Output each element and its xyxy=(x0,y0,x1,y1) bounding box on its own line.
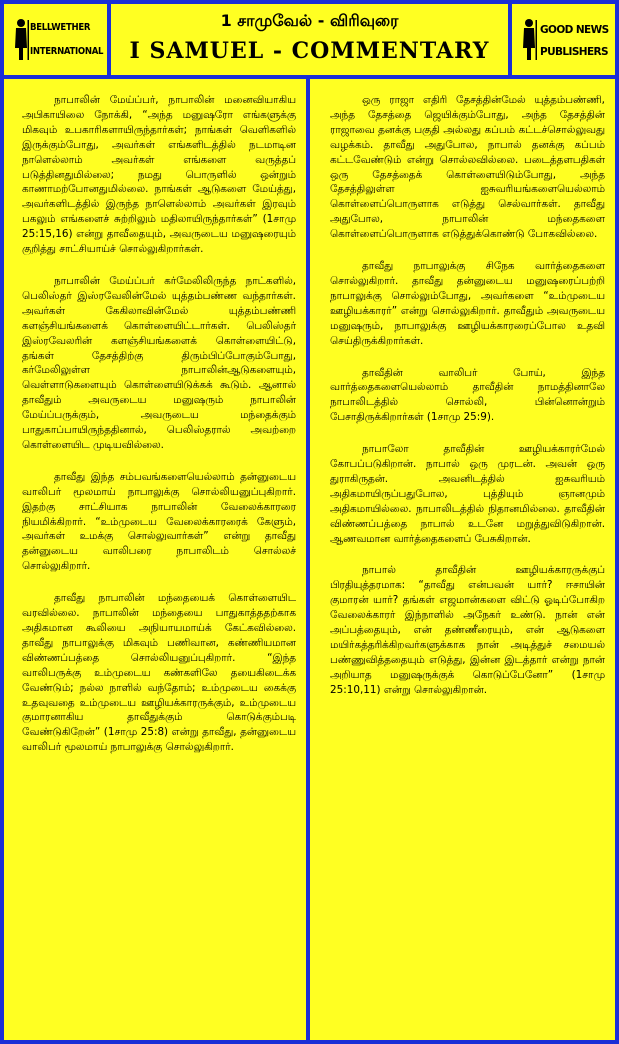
logo-left-line1: BELLWETHER xyxy=(30,22,91,33)
paragraph: தாவீதின் வாலிபர் போய், இந்த வார்த்தைகளையெல்லாம் தாவீதின் நாமத்தினாலே நாபாலிடத்தில் சொல்லி, பின்னொன்றும் பேசாதிருக்கிறார்கள் (1சாமு 25:9). xyxy=(330,366,605,424)
paragraph: தாவீது நாபாலுக்கு சிநேக வார்த்தைகளை சொல்லுகிறார். தாவீது தன்னுடைய மனுஷரைப்பற்றி நாபாலுக்கு சொல்லும்போது, அவர்களை “உம்முடைய ஊழியக்காரர்” என்று சொல்லுகிறார். தாவீதும் அவருடைய மனுஷரும், நாபாலுக்கு ஊழியக்காரரைப்போல உதவி செய்திருக்கிறார்கள். xyxy=(330,260,605,347)
page-title-english: I SAMUEL - COMMENTARY xyxy=(129,38,490,64)
paragraph: நாபாலின் மேய்ப்பர் கர்மேலிலிருந்த நாட்களில், பெலிஸ்தர் இஸ்ரவேலின்மேல் யுத்தம்பண்ண வந்தார்கள். அவர்கள் கேகிலாவின்மேல் யுத்தம்பண்ணி களஞ்சியங்களைக் கொள்ளையிட்டார்கள். பெலிஸ்தர் இஸ்ரவேலரின் களஞ்சியங்களைக் கொள்ளையிட்டு, தங்கள் தேசத்திற்கு திரும்பிப்போகும்போது, கர்மேலிலுள்ள நாபாலின்ஆடுகளையும், வெள்ளாடுகளையும் கொள்ளையிடுக்கக் கூடும். ஆனால் தாவீதும் அவருடைய மனுஷரும் நாபாலின் மேய்ப்பருக்கும், அவருடைய மந்தைக்கும் பாதுகாப்பாயிருந்ததினால், பெலிஸ்தரால் அவற்றை கொள்ளையிட முடியவில்லை. xyxy=(22,274,296,451)
paragraph: ஒரு ராஜா எதிரி தேசத்தின்மேல் யுத்தம்பண்ணி, அந்த தேசத்தை ஜெயிக்கும்போது, அந்த தேசத்தின் ராஜாவை தனக்கு பகுதி அல்லது கப்பம் கட்டச்சொல்லுவது வழக்கம். தாவீது அதுபோல, நாபால் தனக்கு கப்பம் கட்டவேண்டும் என்று சொல்லவில்லை. படைத்தளபதிகள் ஒரு தேசத்தைக் கொள்ளையிடும்போது, அந்த தேசத்திலுள்ள ஐசுவரியங்களையெல்லாம் கொள்ளைப்பொருளாக எடுத்து செல்வார்கள். தாவீது அதுபோல, நாபாலின் மந்தைகளை கொள்ளைப்பொருளாக எடுத்துக்கொண்டு போகவில்லை. xyxy=(330,94,605,241)
good-news-logo xyxy=(512,4,615,75)
right-text-column xyxy=(310,79,615,1040)
page-title-tamil: 1 சாமுவேல் - விரிவுரை xyxy=(220,11,399,30)
bellwether-logo xyxy=(4,4,107,75)
logo-right-line2: PUBLISHERS xyxy=(540,46,608,58)
shepherd-icon xyxy=(520,18,538,66)
paragraph: நாபால் தாவீதின் ஊழியக்காரருக்குப் பிரதியுத்தரமாக: “தாவீது என்பவன் யார்? ஈசாயின் குமாரன் யார்? தங்கள் எஜமான்களை விட்டு ஓடிப்போகிற வேலைக்காரர் இந்நாளில் அநேகர் உண்டு. நான் என் அப்பத்தையும், என் தண்ணீரையும், என் ஆடுகளை மயிர்கத்தரிக்கிறவர்களுக்காக நான் அடித்துச் சமையல் பண்ணுவித்ததையும் எடுத்து, இன்ன இடத்தார் என்று நான் அறியாத மனுஷருக்குக் கொடுப்பேனோ” (1சாமு 25:10,11) என்று சொல்லுகிறான். xyxy=(330,564,605,696)
left-text-column xyxy=(4,79,306,1040)
logo-right-line1: GOOD NEWS xyxy=(540,24,609,36)
paragraph: தாவீது இந்த சம்பவங்களையெல்லாம் தன்னுடைய வாலிபர் மூலமாய் நாபாலுக்கு சொல்லியனுப்புகிறார். இதற்கு சாட்சியாக நாபாலின் வேலைக்காரரை நியமிக்கிறார். “உம்முடைய வேலைக்காரரைக் கேளும், அவர்கள் உமக்கு சொல்லுவார்கள்” என்று தாவீது தன்னுடைய வாலிபரை நாபாலிடம் சொல்லச் சொல்லுகிறார். xyxy=(22,470,296,573)
header-title-box xyxy=(111,4,508,75)
logo-left-line2: INTERNATIONAL xyxy=(30,46,104,57)
shepherd-icon xyxy=(12,18,30,66)
paragraph: நாபாலோ தாவீதின் ஊழியக்காரர்மேல் கோபப்படுகிறான். நாபால் ஒரு முரடன். அவன் ஒரு துராகிருதன். அவனிடத்தில் ஐசுவரியம் அதிகமாயிருப்பதுபோல, புத்தியும் ஞானமும் அதிகமாயில்லை. நாபாலிடத்தில் நிதானமில்லை. தாவீதின் விண்ணப்பத்தை நாபால் உடனே மறுத்துவிடுகிறான். ஆணவமான வார்த்தைகளைப் பேசுகிறான். xyxy=(330,443,605,545)
paragraph: தாவீது நாபாலின் மந்தையைக் கொள்ளையிட வரவில்லை. நாபாலின் மந்தையை பாதுகாத்ததற்காக அதிகமான கூலியை அநியாயமாய்க் கேட்கவில்லை. தாவீது நாபாலுக்கு மிகவும் பணிவான, கண்ணியமான விண்ணப்பத்தை சொல்லியனுப்புகிறார். “இந்த வாலிபருக்கு உம்முடைய கண்களிலே தயைகிடைக்க வேண்டும்; நல்ல நாளில் வந்தோம்; உம்முடைய கைக்கு உதவுவதை உம்முடைய ஊழியக்காரருக்கும், உம்முடைய குமாரனாகிய தாவீதுக்கும் கொடுக்கும்படி வேண்டுகிறேன்” (1சாமு 25:8) என்று தாவீது, தன்னுடைய வாலிபர் மூலமாய் நாபாலுக்கு சொல்லுகிறார். xyxy=(22,592,296,754)
paragraph: நாபாலின் மேய்ப்பர், நாபாலின் மனைவியாகிய அபிகாயிலை நோக்கி, “அந்த மனுஷரோ எங்களுக்கு மிகவும் உபகாரிகளாயிருந்தார்கள்; நாங்கள் வெளிகளில் இருக்கும்போது, அவர்கள் எங்களிடத்தில் நடமாடின நாளெல்லாம் அவர்கள் எங்களை வருத்தப் படுத்தினதுமில்லை; நமது பொருளில் ஒன்றும் காணாமற்போனதுமில்லை. நாங்கள் ஆடுகளை மேய்த்து, அவர்களிடத்தில் இருந்த நாளெல்லாம் அவர்கள் இரவும் பகலும் எங்களைச் சுற்றிலும் மதிலாயிருந்தார்கள்” (1சாமு 25:15,16) என்று தாவீதையும், அவருடைய மனுஷரையும் குறித்து சாட்சியாய்ச் சொல்லுகிறார்கள். xyxy=(22,94,296,256)
